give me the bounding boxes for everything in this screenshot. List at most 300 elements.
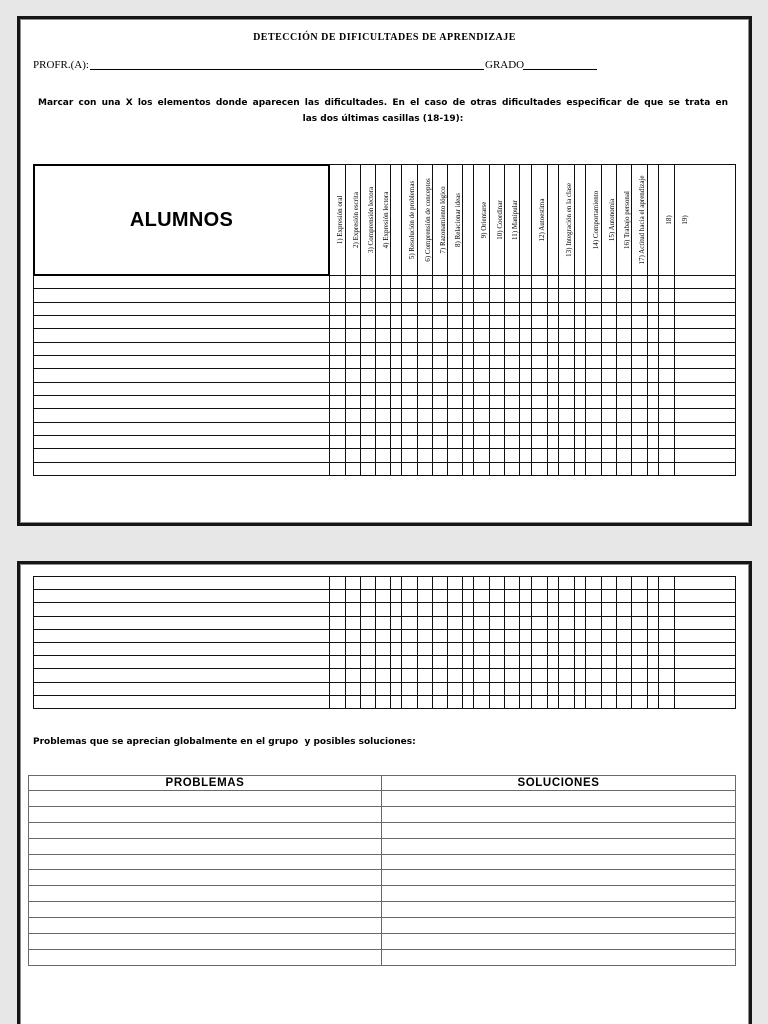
criterion-mark-cell [559,343,575,356]
spacer-cell [548,369,559,382]
solution-cell [382,855,736,871]
criterion-mark-cell [532,656,548,669]
criterion-mark-cell [532,276,548,289]
spacer-cell [648,303,659,316]
criterion-mark-cell [617,603,632,616]
criterion-mark-cell [505,577,520,590]
criterion-mark-cell [433,276,448,289]
criterion-mark-cell [433,656,448,669]
criterion-mark-cell [474,383,490,396]
criterion-mark-cell [346,577,361,590]
criterion-mark-cell [448,383,463,396]
spacer-cell [391,683,402,696]
criterion-label: 10) Coordinar [496,200,504,240]
criterion-mark-cell [490,409,505,422]
criterion-mark-cell [586,289,602,302]
criterion-mark-cell [402,423,418,436]
spacer-cell [391,276,402,289]
spacer-header-cell [463,164,474,276]
criterion-mark-cell [361,409,376,422]
criterion-mark-cell [617,463,632,476]
criterion-mark-cell [659,369,675,382]
spacer-cell [463,409,474,422]
criterion-mark-cell [448,577,463,590]
spacer-cell [575,423,586,436]
criterion-header-cell [490,164,505,276]
criterion-mark-cell [617,356,632,369]
spacer-cell [575,289,586,302]
problems-solutions-table [28,775,736,966]
student-row [33,423,736,436]
student-name-cell [33,369,330,382]
criterion-mark-cell [330,369,346,382]
criterion-mark-cell [433,683,448,696]
spacer-cell [463,696,474,709]
criterion-header-cell [376,164,391,276]
criterion-mark-cell [659,643,675,656]
criterion-mark-cell [659,669,675,682]
criterion-mark-cell [330,603,346,616]
criterion-mark-cell [617,590,632,603]
criterion-mark-cell [505,590,520,603]
spacer-cell [548,316,559,329]
criterion-mark-cell [330,463,346,476]
criterion-mark-cell [346,423,361,436]
spacer-cell [520,643,532,656]
spacer-cell [463,683,474,696]
criterion-header-cell [361,164,376,276]
criterion-mark-cell [675,630,736,643]
criterion-mark-cell [490,683,505,696]
criterion-mark-cell [402,316,418,329]
criterion-mark-cell [617,643,632,656]
criterion-mark-cell [602,396,617,409]
criterion-mark-cell [532,289,548,302]
criterion-mark-cell [376,656,391,669]
criterion-mark-cell [474,683,490,696]
spacer-cell [391,303,402,316]
criterion-mark-cell [617,369,632,382]
problems-table-row [28,886,736,902]
criterion-mark-cell [448,696,463,709]
criterion-mark-cell [376,329,391,342]
criterion-mark-cell [330,617,346,630]
problem-cell [28,886,382,902]
criterion-mark-cell [376,603,391,616]
spacer-cell [391,289,402,302]
criterion-mark-cell [433,303,448,316]
student-row [33,329,736,342]
criterion-mark-cell [505,343,520,356]
criterion-mark-cell [361,316,376,329]
criterion-mark-cell [617,409,632,422]
criterion-mark-cell [532,396,548,409]
student-name-cell [33,590,330,603]
criterion-mark-cell [490,276,505,289]
criterion-mark-cell [602,463,617,476]
criterion-mark-cell [376,683,391,696]
spacer-cell [463,369,474,382]
criterion-mark-cell [474,423,490,436]
criterion-mark-cell [376,396,391,409]
criterion-mark-cell [490,630,505,643]
criterion-mark-cell [330,329,346,342]
criterion-mark-cell [617,423,632,436]
spacer-cell [648,603,659,616]
criterion-mark-cell [602,369,617,382]
spacer-cell [575,369,586,382]
criterion-mark-cell [675,329,736,342]
solution-cell [382,807,736,823]
student-row [33,436,736,449]
criterion-mark-cell [632,436,648,449]
student-row [33,590,736,603]
criterion-mark-cell [330,303,346,316]
criterion-mark-cell [376,303,391,316]
criterion-header-cell [586,164,602,276]
spacer-cell [520,276,532,289]
criterion-mark-cell [402,396,418,409]
criterion-mark-cell [586,643,602,656]
criterion-mark-cell [490,423,505,436]
criterion-mark-cell [632,289,648,302]
criterion-mark-cell [346,590,361,603]
student-row [33,577,736,590]
criterion-mark-cell [632,329,648,342]
criterion-mark-cell [559,656,575,669]
criterion-mark-cell [505,303,520,316]
criterion-mark-cell [559,369,575,382]
criterion-mark-cell [474,590,490,603]
criterion-mark-cell [532,696,548,709]
criterion-mark-cell [402,449,418,462]
criterion-mark-cell [402,303,418,316]
criterion-mark-cell [505,617,520,630]
criterion-mark-cell [559,669,575,682]
criterion-mark-cell [346,436,361,449]
criterion-header-cell [448,164,463,276]
criterion-mark-cell [418,329,433,342]
criterion-mark-cell [346,449,361,462]
criterion-mark-cell [330,316,346,329]
criterion-mark-cell [659,303,675,316]
problem-cell [28,823,382,839]
criterion-mark-cell [675,617,736,630]
criterion-mark-cell [361,289,376,302]
criterion-mark-cell [659,343,675,356]
student-row [33,449,736,462]
criterion-mark-cell [330,669,346,682]
criterion-mark-cell [532,343,548,356]
criterion-mark-cell [675,669,736,682]
problem-cell [28,918,382,934]
criterion-mark-cell [433,463,448,476]
spacer-cell [648,329,659,342]
criterion-mark-cell [559,630,575,643]
criterion-mark-cell [617,276,632,289]
criterion-mark-cell [532,303,548,316]
criterion-mark-cell [330,696,346,709]
spacer-cell [391,669,402,682]
spacer-cell [463,656,474,669]
student-row [33,356,736,369]
criterion-mark-cell [505,289,520,302]
criterion-label: 11) Manipular [511,200,519,240]
spacer-cell [463,463,474,476]
criterion-mark-cell [361,617,376,630]
spacer-cell [575,343,586,356]
criterion-mark-cell [330,630,346,643]
criterion-mark-cell [418,669,433,682]
criterion-mark-cell [602,436,617,449]
student-name-cell [33,396,330,409]
criterion-mark-cell [559,396,575,409]
problems-table-header [28,776,736,791]
spacer-cell [548,449,559,462]
spacer-header-cell [548,164,559,276]
criterion-mark-cell [586,696,602,709]
student-row [33,643,736,656]
criterion-mark-cell [532,577,548,590]
student-row [33,669,736,682]
criterion-mark-cell [376,643,391,656]
criterion-mark-cell [659,656,675,669]
spacer-cell [520,603,532,616]
criterion-mark-cell [586,369,602,382]
student-row [33,276,736,289]
criterion-mark-cell [675,343,736,356]
spacer-cell [575,303,586,316]
spacer-cell [548,696,559,709]
criterion-mark-cell [361,463,376,476]
spacer-cell [575,463,586,476]
criterion-mark-cell [346,669,361,682]
spacer-cell [391,423,402,436]
criterion-mark-cell [474,643,490,656]
criterion-mark-cell [602,303,617,316]
spacer-cell [520,409,532,422]
criterion-mark-cell [418,436,433,449]
criterion-mark-cell [448,630,463,643]
criterion-mark-cell [330,590,346,603]
criterion-mark-cell [361,383,376,396]
criterion-mark-cell [586,617,602,630]
criterion-mark-cell [675,303,736,316]
criterion-label: 9) Orientarse [480,201,488,239]
spacer-cell [391,449,402,462]
criterion-mark-cell [675,590,736,603]
criterion-mark-cell [559,303,575,316]
student-row [33,303,736,316]
criterion-mark-cell [675,289,736,302]
criterion-mark-cell [617,303,632,316]
spacer-cell [520,656,532,669]
criterion-label: 2) Expresión escrita [352,192,360,248]
students-table [33,164,736,476]
spacer-cell [520,449,532,462]
spacer-cell [575,617,586,630]
criterion-mark-cell [659,696,675,709]
spacer-cell [648,289,659,302]
criterion-mark-cell [490,383,505,396]
spacer-cell [463,436,474,449]
student-row [33,343,736,356]
spacer-cell [463,603,474,616]
criterion-mark-cell [346,630,361,643]
problems-table-row [28,870,736,886]
criterion-mark-cell [617,449,632,462]
criterion-mark-cell [330,289,346,302]
criterion-mark-cell [617,329,632,342]
criterion-label: 1) Expresión oral [336,195,344,245]
criterion-mark-cell [448,343,463,356]
criterion-mark-cell [448,436,463,449]
criterion-mark-cell [559,289,575,302]
criterion-mark-cell [376,669,391,682]
criterion-mark-cell [532,617,548,630]
solution-cell [382,950,736,966]
criterion-mark-cell [418,369,433,382]
criterion-mark-cell [586,409,602,422]
student-name-cell [33,463,330,476]
criterion-label: 17) Actitud hacia el aprendizaje [638,175,646,265]
criterion-mark-cell [361,603,376,616]
criterion-mark-cell [659,316,675,329]
criterion-mark-cell [675,449,736,462]
problems-table-body [28,791,736,966]
criterion-mark-cell [376,343,391,356]
problem-cell [28,902,382,918]
criterion-header-cell [330,164,346,276]
criterion-mark-cell [505,436,520,449]
criterion-mark-cell [346,289,361,302]
spacer-cell [548,683,559,696]
criterion-mark-cell [402,289,418,302]
criterion-mark-cell [532,463,548,476]
criterion-mark-cell [559,577,575,590]
problem-cell [28,791,382,807]
criterion-mark-cell [346,369,361,382]
criterion-mark-cell [632,683,648,696]
criterion-header-cell [532,164,548,276]
student-row [33,383,736,396]
criterion-mark-cell [505,423,520,436]
spacer-cell [648,463,659,476]
criterion-mark-cell [402,630,418,643]
students-table-continued-body [33,577,736,709]
criterion-mark-cell [490,316,505,329]
criterion-mark-cell [490,436,505,449]
spacer-header-cell [391,164,402,276]
criterion-mark-cell [659,603,675,616]
criterion-mark-cell [559,590,575,603]
criterion-mark-cell [586,436,602,449]
criterion-mark-cell [586,303,602,316]
criterion-mark-cell [659,289,675,302]
criterion-mark-cell [361,590,376,603]
spacer-cell [391,643,402,656]
criterion-mark-cell [675,696,736,709]
student-row [33,603,736,616]
criterion-mark-cell [330,343,346,356]
spacer-cell [391,463,402,476]
criterion-mark-cell [448,669,463,682]
criterion-mark-cell [448,590,463,603]
criterion-mark-cell [602,316,617,329]
criterion-mark-cell [602,356,617,369]
criterion-mark-cell [330,383,346,396]
criterion-mark-cell [632,303,648,316]
criterion-mark-cell [361,630,376,643]
criterion-mark-cell [505,643,520,656]
spacer-cell [548,463,559,476]
solution-cell [382,791,736,807]
criterion-mark-cell [490,669,505,682]
spacer-cell [520,577,532,590]
criterion-mark-cell [617,617,632,630]
spacer-cell [520,396,532,409]
spacer-cell [548,409,559,422]
spacer-cell [520,683,532,696]
criterion-mark-cell [433,396,448,409]
criterion-mark-cell [559,643,575,656]
criterion-mark-cell [418,630,433,643]
solution-cell [382,886,736,902]
criterion-mark-cell [659,463,675,476]
criterion-mark-cell [433,577,448,590]
solutions-header-label: SOLUCIONES [517,777,600,789]
criterion-header-cell [617,164,632,276]
spacer-cell [463,343,474,356]
criterion-mark-cell [433,436,448,449]
criterion-mark-cell [402,590,418,603]
criterion-mark-cell [559,603,575,616]
criterion-label: 3) Comprensión lectora [367,186,375,254]
criterion-mark-cell [532,643,548,656]
criterion-mark-cell [376,423,391,436]
criterion-mark-cell [602,603,617,616]
criterion-mark-cell [376,289,391,302]
criterion-mark-cell [532,409,548,422]
criterion-mark-cell [632,409,648,422]
spacer-cell [648,409,659,422]
criterion-mark-cell [433,603,448,616]
criterion-label: 5) Resolución de problemas [408,180,416,260]
spacer-cell [520,630,532,643]
criterion-mark-cell [559,449,575,462]
criterion-mark-cell [346,683,361,696]
criterion-mark-cell [559,276,575,289]
criterion-mark-cell [675,463,736,476]
spacer-cell [391,409,402,422]
criterion-mark-cell [532,669,548,682]
spacer-cell [648,423,659,436]
criterion-mark-cell [418,617,433,630]
criterion-mark-cell [586,630,602,643]
spacer-cell [548,643,559,656]
spacer-cell [463,356,474,369]
criterion-mark-cell [505,463,520,476]
criterion-mark-cell [376,617,391,630]
students-table-continued [33,576,736,709]
spacer-cell [648,696,659,709]
criterion-mark-cell [532,449,548,462]
spacer-cell [520,356,532,369]
criterion-mark-cell [659,436,675,449]
criterion-mark-cell [402,463,418,476]
problem-cell [28,950,382,966]
spacer-cell [648,630,659,643]
